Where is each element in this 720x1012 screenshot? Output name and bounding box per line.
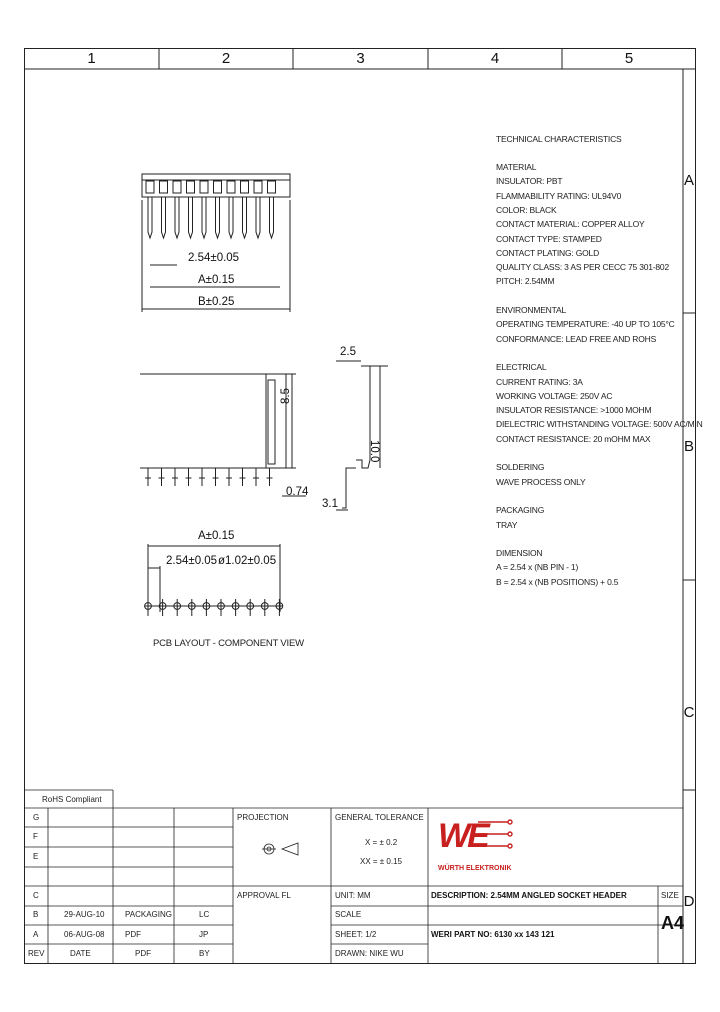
spec-group-heading: PACKAGING bbox=[496, 505, 545, 516]
socket-contact bbox=[241, 181, 249, 193]
specs-title: TECHNICAL CHARACTERISTICS bbox=[496, 134, 622, 144]
spec-group-heading: SOLDERING bbox=[496, 462, 545, 473]
revision-by: LC bbox=[199, 910, 210, 919]
pcb-caption: PCB LAYOUT - COMPONENT VIEW bbox=[153, 638, 304, 649]
spec-group-heading: ELECTRICAL bbox=[496, 362, 547, 373]
row-letter: A bbox=[683, 172, 694, 189]
size-value: A4 bbox=[661, 913, 685, 933]
pcb-hole-dimension: ø1.02±0.05 bbox=[218, 555, 277, 567]
spec-line: WORKING VOLTAGE: 250V AC bbox=[496, 390, 613, 401]
spec-line: FLAMMABILITY RATING: UL94V0 bbox=[496, 190, 622, 201]
rohs-label: RoHS Compliant bbox=[42, 795, 102, 804]
revision-by-desc: PDF bbox=[125, 930, 141, 939]
date-header: DATE bbox=[70, 949, 91, 958]
tolerance-x: X = ± 0.2 bbox=[365, 838, 398, 847]
spec-line: A = 2.54 x (NB PIN - 1) bbox=[496, 562, 579, 573]
projection-symbol bbox=[262, 843, 298, 855]
b-dimension: B±0.25 bbox=[198, 296, 235, 308]
socket-contact bbox=[254, 181, 262, 193]
header-pin bbox=[229, 197, 233, 238]
approval-label: APPROVAL FL bbox=[237, 891, 291, 900]
row-letter: C bbox=[683, 704, 695, 721]
spec-group-heading: MATERIAL bbox=[496, 162, 537, 172]
column-number: 2 bbox=[221, 50, 231, 67]
socket-contact bbox=[173, 181, 181, 193]
header-pin bbox=[270, 197, 274, 238]
column-number: 5 bbox=[624, 50, 634, 67]
spec-line: OPERATING TEMPERATURE: -40 UP TO 105°C bbox=[496, 319, 675, 330]
spec-line: CURRENT RATING: 3A bbox=[496, 376, 583, 387]
socket-contact bbox=[160, 181, 168, 193]
header-pin bbox=[256, 197, 260, 238]
front-view bbox=[142, 174, 290, 312]
profile-foot-dimension: 3.1 bbox=[322, 498, 338, 510]
spec-line: CONTACT RESISTANCE: 20 mOHM MAX bbox=[496, 433, 651, 444]
spec-line: CONTACT MATERIAL: COPPER ALLOY bbox=[496, 219, 645, 230]
a-dimension: A±0.15 bbox=[198, 274, 235, 286]
spec-line: CONTACT PLATING: GOLD bbox=[496, 247, 600, 258]
column-number: 1 bbox=[87, 50, 96, 67]
projection-label: PROJECTION bbox=[237, 813, 289, 822]
header-pin bbox=[189, 197, 193, 238]
by-header: BY bbox=[199, 949, 210, 958]
revision-rev: B bbox=[33, 910, 39, 919]
offset-dimension: 0.74 bbox=[286, 486, 309, 498]
spec-line: INSULATOR: PBT bbox=[496, 176, 563, 187]
tolerance-xx: XX = ± 0.15 bbox=[360, 857, 402, 866]
part-number: WERI PART NO: 6130 xx 143 121 bbox=[431, 930, 555, 939]
pitch-dimension: 2.54±0.05 bbox=[188, 252, 240, 264]
column-number: 3 bbox=[356, 50, 365, 67]
spec-group-heading: DIMENSION bbox=[496, 548, 543, 559]
revision-rev: A bbox=[33, 930, 39, 939]
pcb-a-dimension: A±0.15 bbox=[198, 530, 235, 542]
spec-line: TRAY bbox=[496, 519, 518, 530]
height-dimension: 8.5 bbox=[280, 388, 292, 404]
spec-line: WAVE PROCESS ONLY bbox=[496, 476, 586, 487]
revision-by: JP bbox=[199, 930, 209, 939]
header-pin bbox=[216, 197, 220, 238]
profile-height-dimension: 10.0 bbox=[368, 440, 380, 463]
revision-rev: F bbox=[33, 832, 38, 841]
spec-line: PITCH: 2.54MM bbox=[496, 276, 555, 287]
revision-by-desc: PACKAGING bbox=[125, 910, 172, 919]
spec-line: CONTACT TYPE: STAMPED bbox=[496, 233, 602, 244]
socket-contact bbox=[200, 181, 208, 193]
pcb-pitch-dimension: 2.54±0.05 bbox=[166, 555, 218, 567]
socket-contact bbox=[227, 181, 235, 193]
revision-rev: E bbox=[33, 852, 39, 861]
socket-contact bbox=[214, 181, 222, 193]
scale-label: SCALE bbox=[335, 910, 362, 919]
company-name: WÜRTH ELEKTRONIK bbox=[438, 865, 512, 872]
description-label: DESCRIPTION: 2.54MM ANGLED SOCKET HEADER bbox=[431, 891, 627, 900]
revision-rev: C bbox=[33, 891, 39, 900]
socket-contact bbox=[146, 181, 154, 193]
profile-view bbox=[336, 361, 388, 510]
sheet-label: SHEET: 1/2 bbox=[335, 930, 377, 939]
spec-line: B = 2.54 x (NB POSITIONS) + 0.5 bbox=[496, 576, 619, 587]
header-pin bbox=[162, 197, 166, 238]
column-number: 4 bbox=[490, 50, 500, 67]
desc-header: PDF bbox=[135, 949, 151, 958]
header-pin bbox=[202, 197, 206, 238]
header-pin bbox=[243, 197, 247, 238]
general-tolerance-label: GENERAL TOLERANCE bbox=[335, 813, 424, 822]
spec-line: CONFORMANCE: LEAD FREE AND ROHS bbox=[496, 333, 657, 344]
revision-rev: G bbox=[33, 813, 40, 822]
spec-line: DIELECTRIC WITHSTANDING VOLTAGE: 500V AC/MIN bbox=[496, 419, 703, 430]
revision-date: 29-AUG-10 bbox=[64, 910, 105, 919]
drawn-label: DRAWN: NIKE WU bbox=[335, 949, 404, 958]
unit-label: UNIT: MM bbox=[335, 891, 371, 900]
logo-letters: WE bbox=[438, 817, 487, 855]
profile-top-dimension: 2.5 bbox=[340, 346, 356, 358]
socket-contact bbox=[187, 181, 195, 193]
spec-group-heading: ENVIRONMENTAL bbox=[496, 305, 566, 315]
spec-line: QUALITY CLASS: 3 AS PER CECC 75 301-802 bbox=[496, 262, 669, 273]
socket-contact bbox=[268, 181, 276, 193]
row-letter: B bbox=[683, 438, 694, 455]
header-pin bbox=[175, 197, 179, 238]
size-label: SIZE bbox=[661, 891, 679, 900]
revision-date: 06-AUG-08 bbox=[64, 930, 105, 939]
row-letter: D bbox=[683, 893, 695, 910]
header-pin bbox=[148, 197, 152, 238]
rev-header: REV bbox=[28, 949, 45, 958]
spec-line: INSULATOR RESISTANCE: >1000 MOHM bbox=[496, 405, 652, 416]
spec-line: COLOR: BLACK bbox=[496, 204, 557, 215]
